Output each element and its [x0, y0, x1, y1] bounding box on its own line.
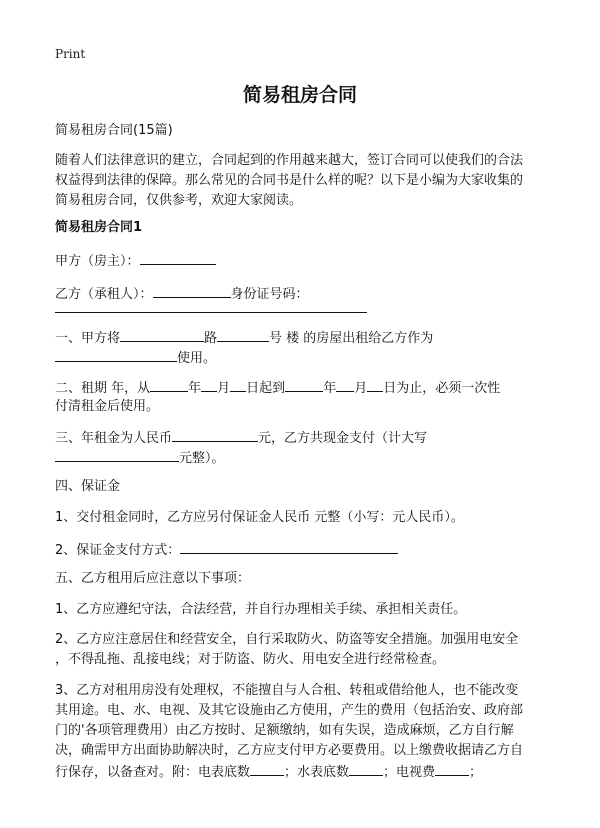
clause-2-year-label: 年 — [188, 381, 202, 396]
section-heading: 简易租房合同1 — [55, 220, 143, 235]
clause-1-line-1 — [55, 327, 555, 349]
clause-5-item-2-line-2: ，不得乱拖、乱接电线；对于防盗、防火、用电安全进行经常检查。 — [55, 652, 446, 667]
clause-5-item-3-line-3: 门的'各项管理费用）由乙方按时、足额缴纳，如有失误，造成麻烦，乙方自行解 — [55, 723, 514, 738]
id-number-blank — [55, 312, 367, 313]
meter-label-end: ； — [469, 765, 483, 780]
clause-2-start-year-blank — [150, 377, 188, 392]
intro-paragraph-line-3: 简易租房合同，仅供参考，欢迎大家阅读。 — [55, 193, 303, 208]
party-b-line — [55, 283, 555, 305]
meter-label-water: ；水表底数 — [284, 765, 350, 780]
clause-5-item-3-line-5 — [55, 761, 555, 783]
party-a-blank — [140, 250, 216, 265]
clause-2-month-label: 月 — [217, 381, 231, 396]
clause-2-end-year-blank — [285, 377, 323, 392]
document-subtitle: 简易租房合同(15篇) — [55, 123, 173, 138]
clause-2-from-label: 日起到 — [246, 381, 286, 396]
clause-5-item-3-line-1: 3、乙方对租用房没有处理权，不能擅自与人合租、转租或借给他人，也不能改变 — [55, 683, 519, 698]
clause-4-payment-method-blank — [180, 539, 398, 554]
meter-label-tv: ；电视费 — [383, 765, 436, 780]
clause-5-item-1: 1、乙方应遵纪守法，合法经营，并自行办理相关手续、承担相关责任。 — [55, 602, 467, 617]
clause-2-line-1 — [55, 377, 555, 399]
clause-1-number-blank — [217, 327, 269, 342]
clause-2-end-day-blank — [367, 377, 383, 392]
clause-2-to-label: 日为止，必须一次性 — [383, 381, 501, 396]
print-link[interactable]: Print — [55, 47, 86, 61]
clause-1-line-2 — [55, 347, 555, 369]
clause-2-month-label-2: 月 — [354, 381, 368, 396]
clause-5-item-3-line-2: 其用途。电、水、电视、及其它设施由乙方使用，产生的费用（包括治安、政府部 — [55, 703, 524, 718]
party-b-blank — [153, 283, 231, 298]
clause-4-item-1: 1、交付租金同时，乙方应另付保证金人民币 元整（小写：元人民币）。 — [55, 510, 464, 525]
clause-4-item-2-label: 2、保证金支付方式： — [55, 543, 181, 558]
clause-3-line-1 — [55, 427, 555, 449]
party-a-label: 甲方（房主）： — [55, 254, 140, 269]
water-meter-blank — [349, 761, 383, 776]
clause-3-capital-blank — [55, 447, 179, 462]
clause-4-item-2 — [55, 539, 555, 561]
clause-3-amount-blank — [172, 427, 258, 442]
clause-3-text-b: 元，乙方共现金支付（计大写 — [258, 431, 428, 446]
page-title: 简易租房合同 — [242, 84, 357, 106]
clause-1-text-d: 使用。 — [177, 351, 217, 366]
clause-2-line-2: 付清租金后使用。 — [55, 399, 160, 414]
clause-2-start-month-blank — [201, 377, 217, 392]
electric-meter-blank — [250, 761, 284, 776]
clause-3-text-c: 元整）。 — [179, 451, 225, 466]
clause-1-text-b: 路 — [204, 331, 218, 346]
clause-1-text-a: 一、甲方将 — [55, 331, 121, 346]
clause-5-item-2-line-1: 2、乙方应注意居住和经营安全，自行采取防火、防盗等安全措施。加强用电安全 — [55, 632, 519, 647]
clause-2-start-day-blank — [230, 377, 246, 392]
party-b-label: 乙方（承租人）： — [55, 287, 153, 302]
clause-2-year-label-2: 年 — [323, 381, 337, 396]
clause-2-end-month-blank — [336, 377, 354, 392]
clause-3-line-2 — [55, 447, 555, 469]
id-number-label: 身份证号码： — [230, 287, 309, 302]
intro-paragraph-line-1: 随着人们法律意识的建立，合同起到的作用越来越大，签订合同可以使我们的合法 — [55, 153, 524, 168]
intro-paragraph-line-2: 权益得到法律的保障。那么常见的合同书是什么样的呢？以下是小编为大家收集的 — [55, 173, 524, 188]
party-a-line — [55, 250, 555, 272]
clause-1-use-blank — [55, 347, 177, 362]
clause-3-text-a: 三、年租金为人民币 — [55, 431, 173, 446]
clause-5-item-3-line-4: 决，确需甲方出面协助解决时，乙方应支付甲方必要费用。以上缴费收据请乙方自 — [55, 743, 524, 758]
clause-1-text-c: 号 楼 的房屋出租给乙方作为 — [269, 331, 434, 346]
clause-4-heading: 四、保证金 — [55, 479, 121, 494]
clause-5-heading: 五、乙方租用后应注意以下事项： — [55, 571, 251, 586]
clause-2-text-a: 二、租期 年，从 — [55, 381, 151, 396]
meter-label-electric: 行保存，以备查对。附：电表底数 — [55, 765, 251, 780]
clause-1-street-blank — [120, 327, 204, 342]
tv-fee-blank — [435, 761, 469, 776]
